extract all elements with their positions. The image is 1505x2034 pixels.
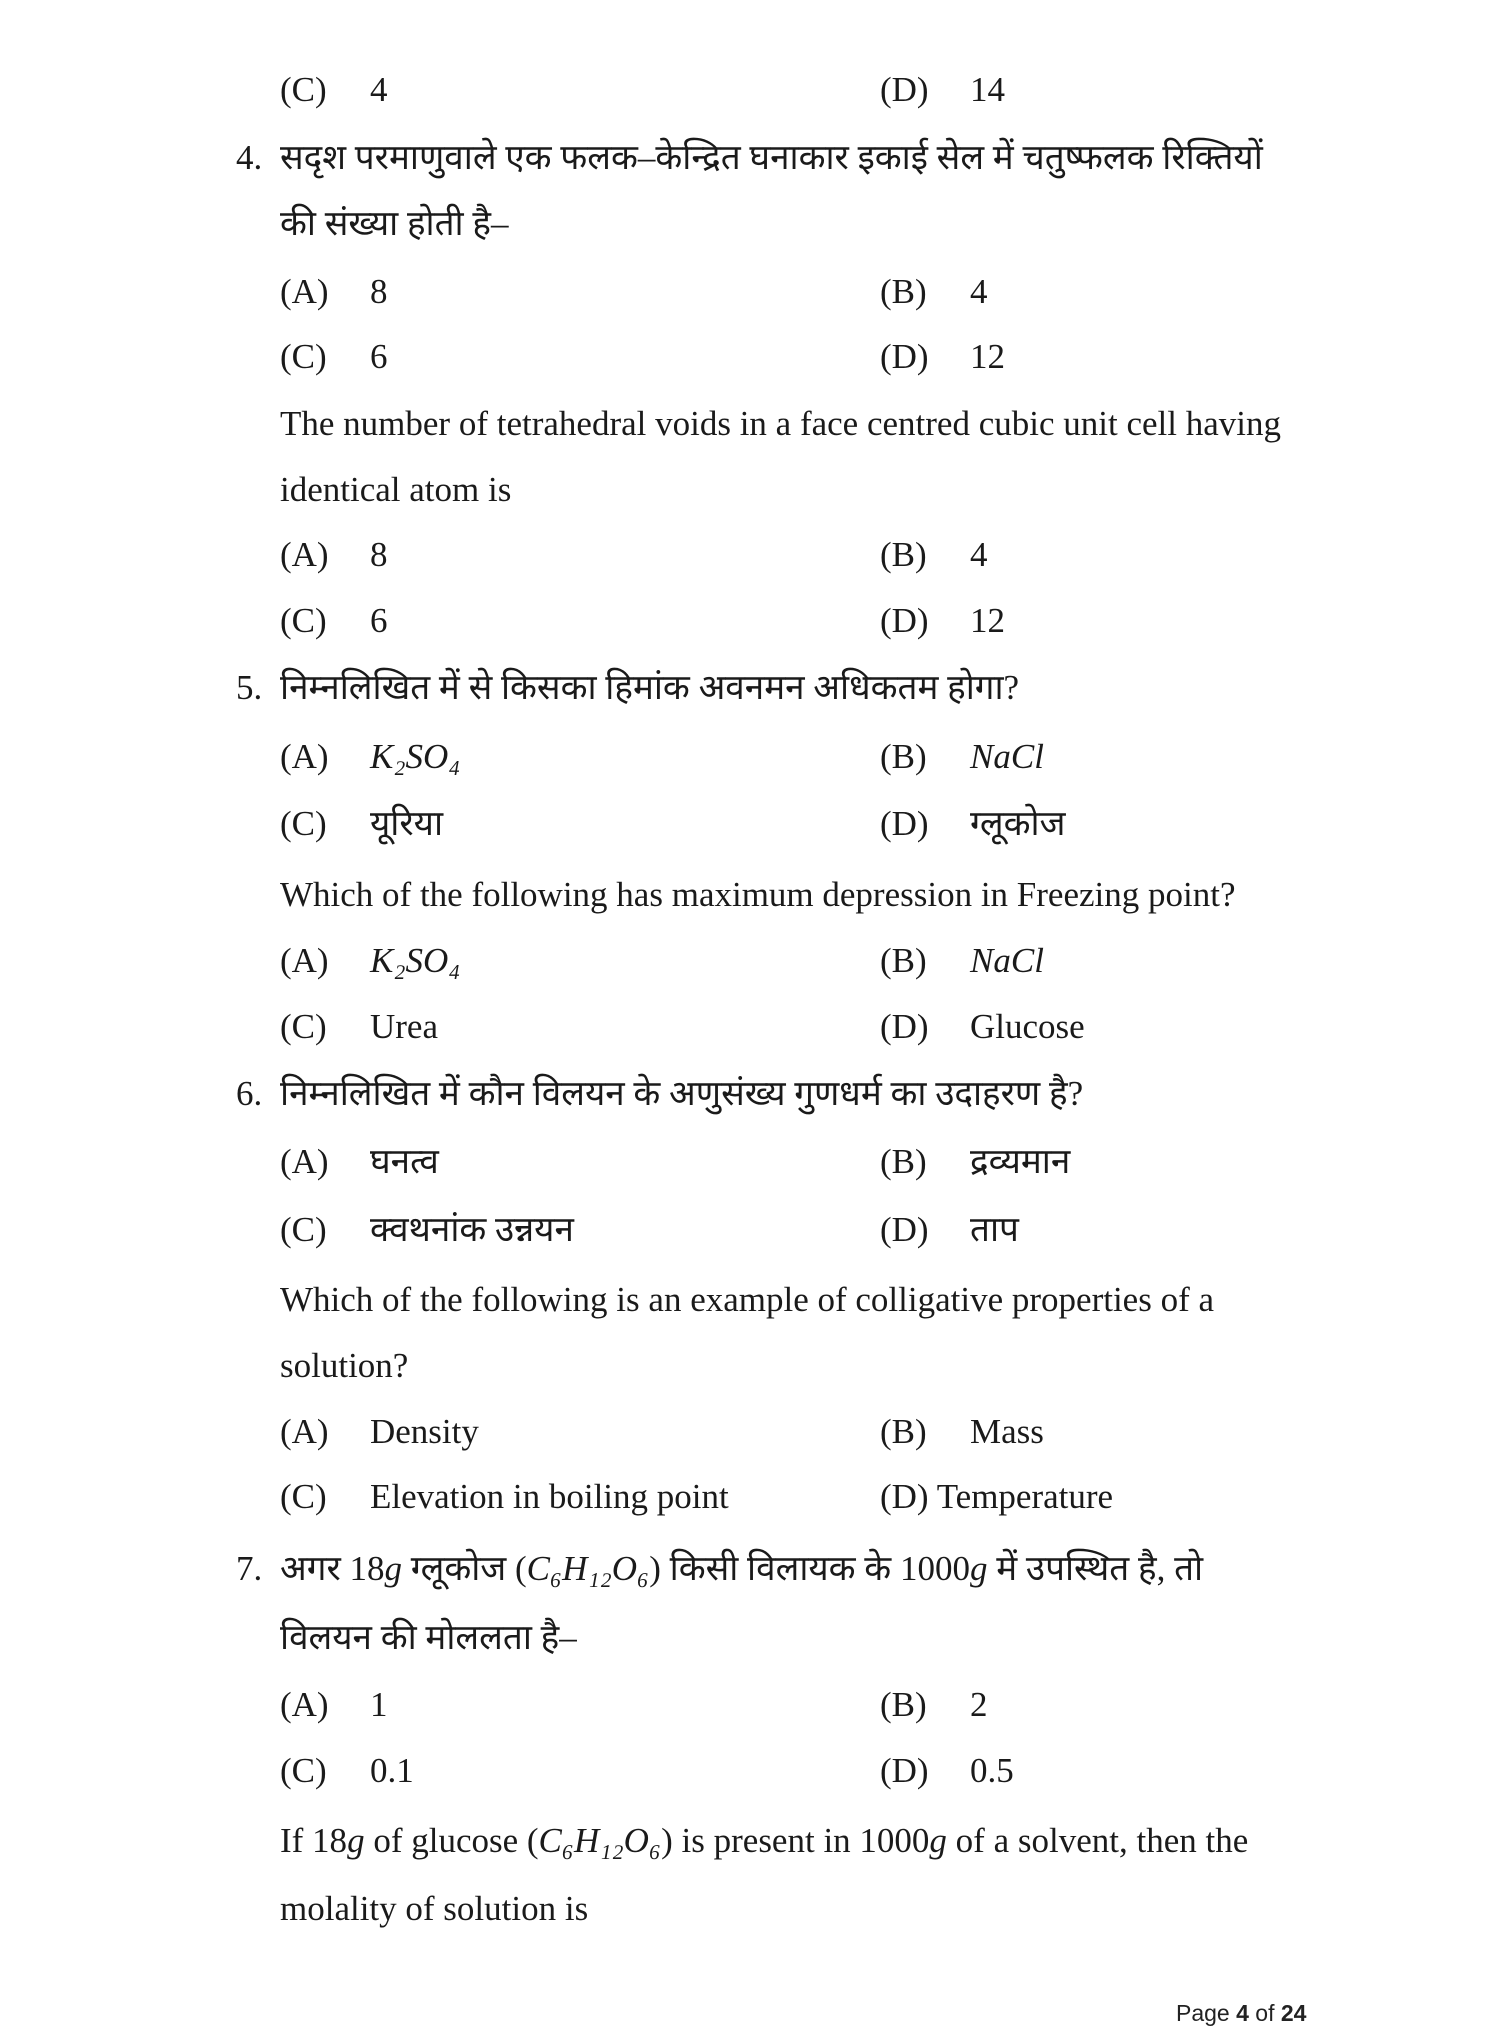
q4-hindi-option-b: (B) 4 (880, 272, 988, 311)
q6-english-option-a: (A) Density (280, 1412, 479, 1451)
q4-english-line1: The number of tetrahedral voids in a face centred cubic unit cell having (280, 404, 1281, 443)
q5-hindi-option-c: (C) यूरिया (280, 804, 444, 843)
q7-hindi-option-a: (A) 1 (280, 1685, 388, 1724)
q5-number: 5. (236, 668, 263, 707)
q6-hindi-option-d: (D) ताप (880, 1210, 1019, 1249)
q3-option-c: (C) 4 (280, 70, 388, 109)
q5-hindi-option-b: (B) NaCl (880, 737, 1044, 776)
q6-hindi-option-b: (B) द्रव्यमान (880, 1142, 1071, 1181)
q5-english-option-b: (B) NaCl (880, 941, 1044, 980)
q7-formula-english: C₆H₁₂O₆ (538, 1821, 662, 1860)
q7-hindi-option-d: (D) 0.5 (880, 1751, 1014, 1790)
q4-english-line2: identical atom is (280, 470, 512, 509)
q7-english-line1: If 18g of glucose (C₆H₁₂O₆) is present in 1000g of a solvent, then the (280, 1821, 1249, 1860)
q6-english-option-b: (B) Mass (880, 1412, 1044, 1451)
q4-number: 4. (236, 138, 263, 177)
q5-english-line1: Which of the following has maximum depression in Freezing point? (280, 875, 1236, 914)
q6-number: 6. (236, 1074, 263, 1113)
q5-english-option-d: (D) Glucose (880, 1007, 1085, 1046)
q5-english-option-c: (C) Urea (280, 1007, 439, 1046)
q4-english-option-a: (A) 8 (280, 535, 388, 574)
q7-hindi-option-c: (C) 0.1 (280, 1751, 414, 1790)
q7-number: 7. (236, 1549, 263, 1588)
q4-english-option-d: (D) 12 (880, 601, 1005, 640)
q6-english-line2: solution? (280, 1346, 409, 1385)
page-number: Page 4 of 24 (1176, 2000, 1307, 2026)
q6-hindi-option-a: (A) घनत्व (280, 1142, 439, 1181)
q5-hindi-option-a: (A) K₂SO₄ (280, 737, 461, 776)
q4-english-option-c: (C) 6 (280, 601, 388, 640)
q5-hindi-option-d: (D) ग्लूकोज (880, 804, 1066, 843)
q3-option-d: (D) 14 (880, 70, 1005, 109)
q4-hindi-option-c: (C) 6 (280, 337, 388, 376)
q6-english-option-d: (D) Temperature (880, 1477, 1114, 1516)
q7-formula-hindi: C₆H₁₂O₆ (526, 1549, 650, 1588)
q6-english-line1: Which of the following is an example of colligative properties of a (280, 1280, 1215, 1319)
q4-hindi-option-d: (D) 12 (880, 337, 1005, 376)
q4-english-option-b: (B) 4 (880, 535, 988, 574)
q5-english-option-a: (A) K₂SO₄ (280, 941, 461, 980)
q4-hindi-line2: की संख्या होती है– (280, 204, 509, 243)
q6-english-option-c: (C) Elevation in boiling point (280, 1477, 729, 1516)
q6-hindi-line1: निम्नलिखित में कौन विलयन के अणुसंख्य गुणधर्म का उदाहरण है? (280, 1074, 1084, 1113)
q4-hindi-option-a: (A) 8 (280, 272, 388, 311)
q7-english-line2: molality of solution is (280, 1889, 589, 1928)
q4-hindi-line1: सदृश परमाणुवाले एक फलक–केन्द्रित घनाकार इकाई सेल में चतुष्फलक रिक्तियों (280, 138, 1263, 177)
q7-hindi-line1: अगर 18g ग्लूकोज (C₆H₁₂O₆) किसी विलायक के 1000g में उपस्थित है, तो (280, 1549, 1204, 1588)
q7-hindi-option-b: (B) 2 (880, 1685, 988, 1724)
q5-hindi-line1: निम्नलिखित में से किसका हिमांक अवनमन अधिकतम होगा? (280, 668, 1020, 707)
q7-hindi-line2: विलयन की मोललता है– (280, 1618, 577, 1657)
q6-hindi-option-c: (C) क्वथनांक उन्नयन (280, 1210, 574, 1249)
